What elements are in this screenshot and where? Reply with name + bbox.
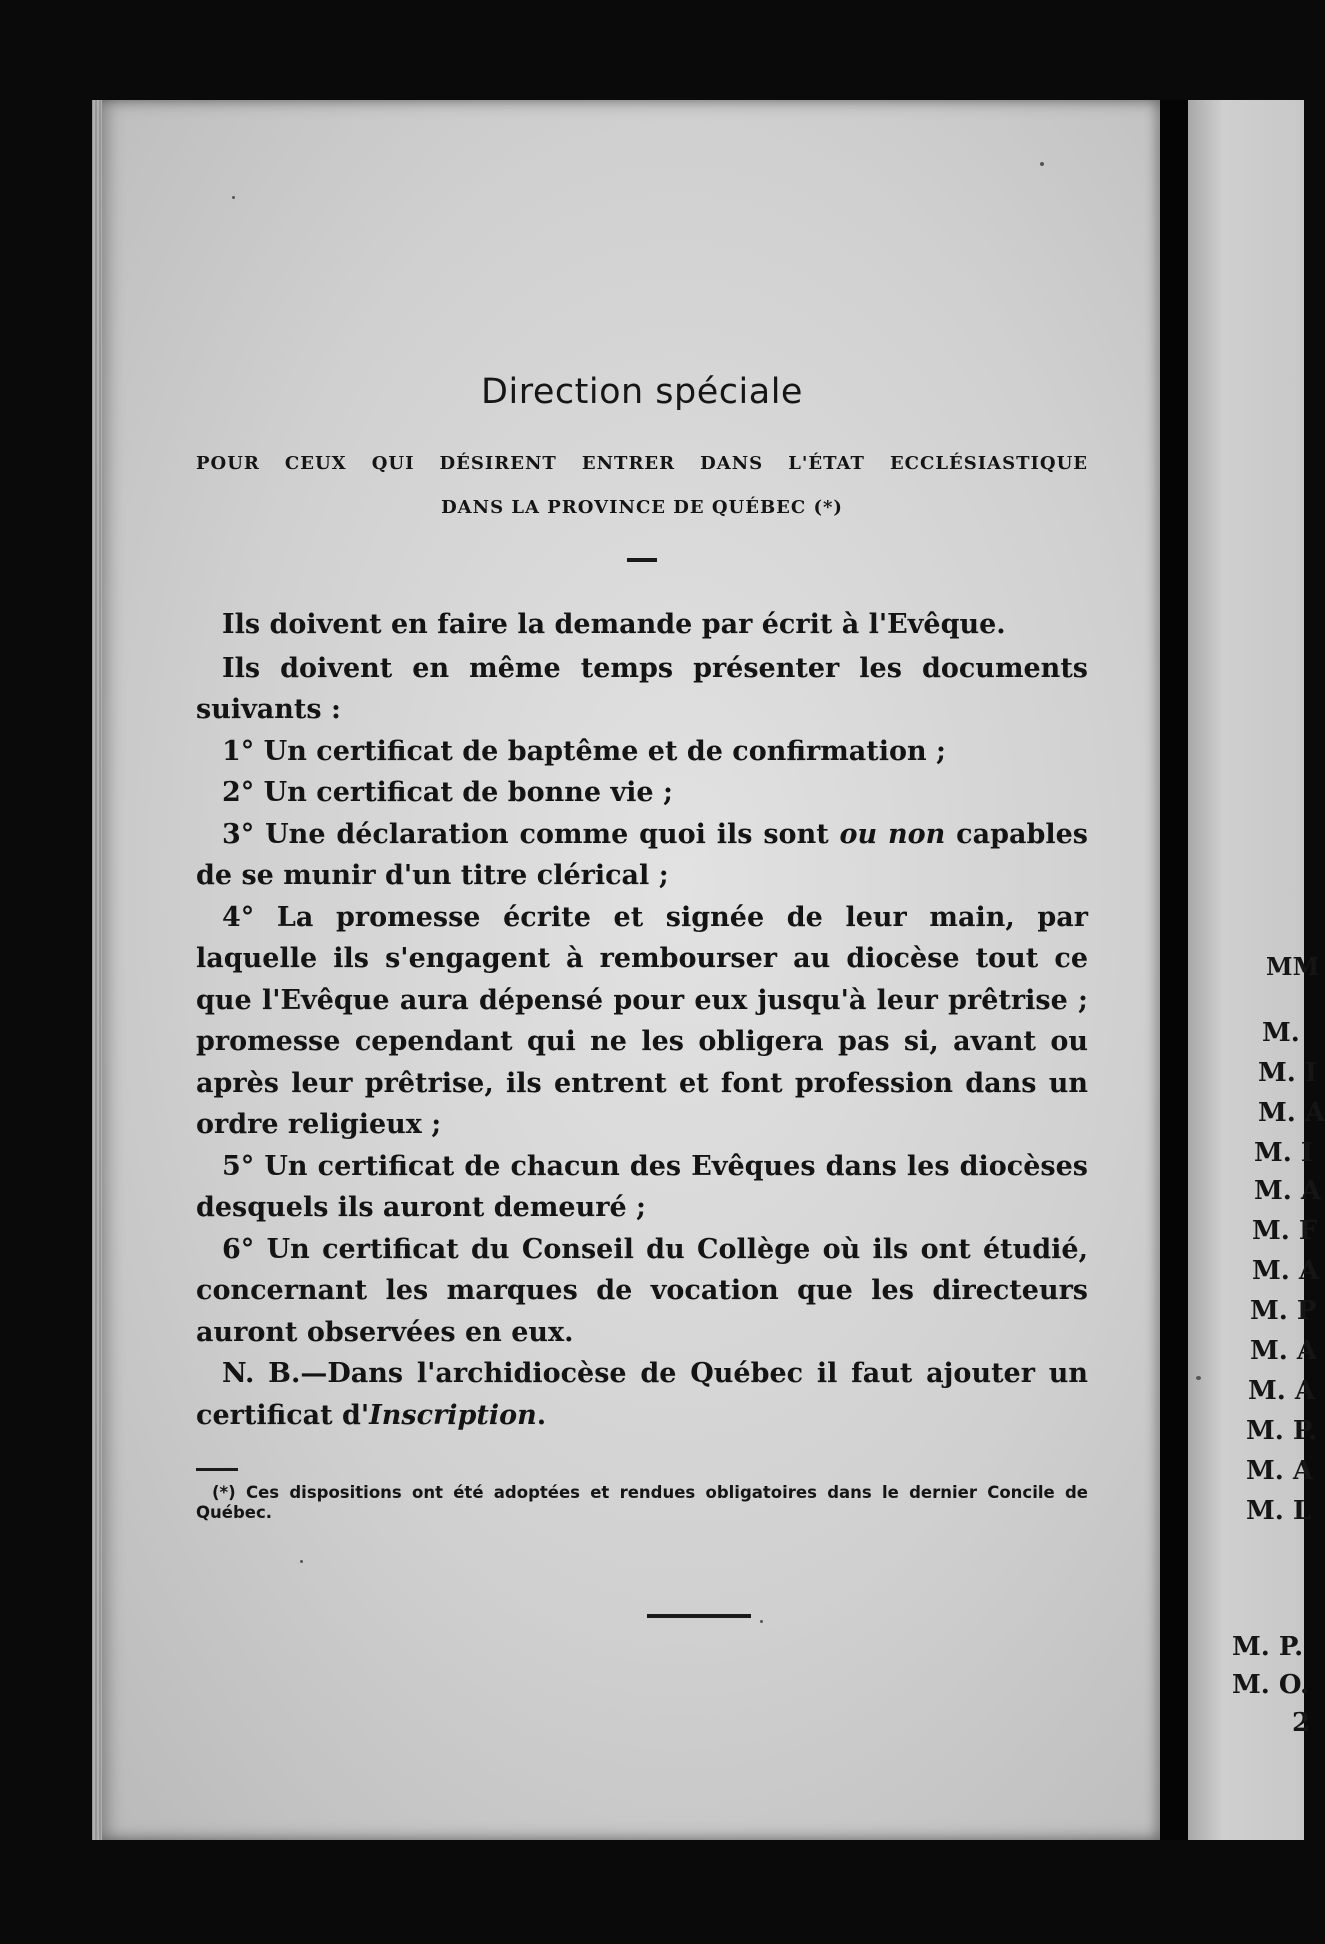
next-page-entry: M. A bbox=[1248, 1376, 1316, 1406]
next-page-bottom-entry: M. P. bbox=[1232, 1632, 1304, 1662]
declaration-italic: ou non bbox=[839, 818, 946, 850]
next-page-entry: M. F bbox=[1252, 1216, 1318, 1246]
paper-speck bbox=[232, 196, 235, 199]
title-dash bbox=[627, 558, 657, 562]
next-page-entry: M. P. bbox=[1246, 1416, 1318, 1446]
page-content bbox=[196, 280, 1088, 1523]
right-page-fragment bbox=[1188, 100, 1325, 1840]
paragraph-documents: Ils doivent en même temps présenter les documents suivants : bbox=[196, 652, 1088, 725]
declaration-text-end: capables de se munir d'un titre clérical ; bbox=[196, 818, 1088, 891]
paper-speck bbox=[1196, 1376, 1201, 1380]
paragraph-request: Ils doivent en faire la demande par écrit à l'Evêque. bbox=[222, 609, 1006, 640]
nota-bene bbox=[196, 1353, 1088, 1436]
book-spine bbox=[1160, 100, 1188, 1840]
list-item-baptism: 1° Un certificat de baptême et de confirmation ; bbox=[222, 735, 947, 767]
next-page-entry: M. I bbox=[1254, 1138, 1314, 1168]
nota-bene-text: N. B.—Dans l'archidiocèse de Québec il faut ajouter un certificat d' bbox=[196, 1358, 1088, 1431]
next-page-entry: M. A bbox=[1252, 1256, 1320, 1286]
next-page-entry: M. bbox=[1262, 1018, 1300, 1048]
next-page-entry: M. P bbox=[1250, 1296, 1317, 1326]
next-page-number: 2 bbox=[1292, 1708, 1311, 1738]
bottom-rule bbox=[647, 1614, 751, 1618]
paper-speck bbox=[300, 1560, 303, 1563]
body-text bbox=[196, 604, 1088, 1436]
next-page-entry: M. I bbox=[1258, 1058, 1318, 1088]
nota-bene-italic: Inscription bbox=[369, 1399, 537, 1431]
subtitle bbox=[196, 442, 1088, 530]
list-item-declaration bbox=[196, 814, 1088, 897]
list-item-college-certificate: 6° Un certificat du Conseil du Collège où ils ont étudié, concernant les marques de vocation que les directeurs auront observées en eux. bbox=[196, 1233, 1088, 1348]
next-page-entry: M. L bbox=[1246, 1496, 1312, 1526]
declaration-text-start: 3° Une déclaration comme quoi ils sont bbox=[222, 818, 829, 850]
next-page-entry: M. A bbox=[1254, 1176, 1322, 1206]
next-page-entry: M. A bbox=[1250, 1336, 1318, 1366]
next-page-header: MM bbox=[1266, 952, 1320, 981]
footnote-rule bbox=[196, 1468, 238, 1471]
next-page-bottom-entry: M. O. bbox=[1232, 1670, 1310, 1700]
list-item-good-life: 2° Un certificat de bonne vie ; bbox=[222, 777, 673, 808]
footnote: (*) Ces dispositions ont été adoptées et rendues obligatoires dans le dernier Concile de Québec. bbox=[196, 1483, 1088, 1522]
nota-bene-end: . bbox=[536, 1399, 547, 1431]
page-edge bbox=[92, 100, 102, 1840]
paper-speck bbox=[1040, 162, 1044, 166]
subtitle-line-2: DANS LA PROVINCE DE QUÉBEC (*) bbox=[441, 497, 843, 518]
paper-speck bbox=[760, 1620, 763, 1623]
subtitle-line-1: POUR CEUX QUI DÉSIRENT ENTRER DANS L'ÉTAT ECCLÉSIASTIQUE bbox=[196, 453, 1088, 474]
next-page-entry: M. A bbox=[1246, 1456, 1314, 1486]
next-page-entry: M. A bbox=[1258, 1098, 1325, 1128]
page-title: Direction spéciale bbox=[481, 372, 803, 412]
list-item-bishops-certificate: 5° Un certificat de chacun des Evêques dans les diocèses desquels ils auront demeuré ; bbox=[196, 1150, 1088, 1223]
list-item-promise: 4° La promesse écrite et signée de leur main, par laquelle ils s'engagent à rembourser au diocèse tout ce que l'Evêque aura dépensé pour eux jusqu'à leur prêtrise ; promesse cependant qui ne les obligera pas si, avant ou après leur prêtrise, ils entrent et font profession dans un ordre religieux ; bbox=[196, 901, 1088, 1140]
